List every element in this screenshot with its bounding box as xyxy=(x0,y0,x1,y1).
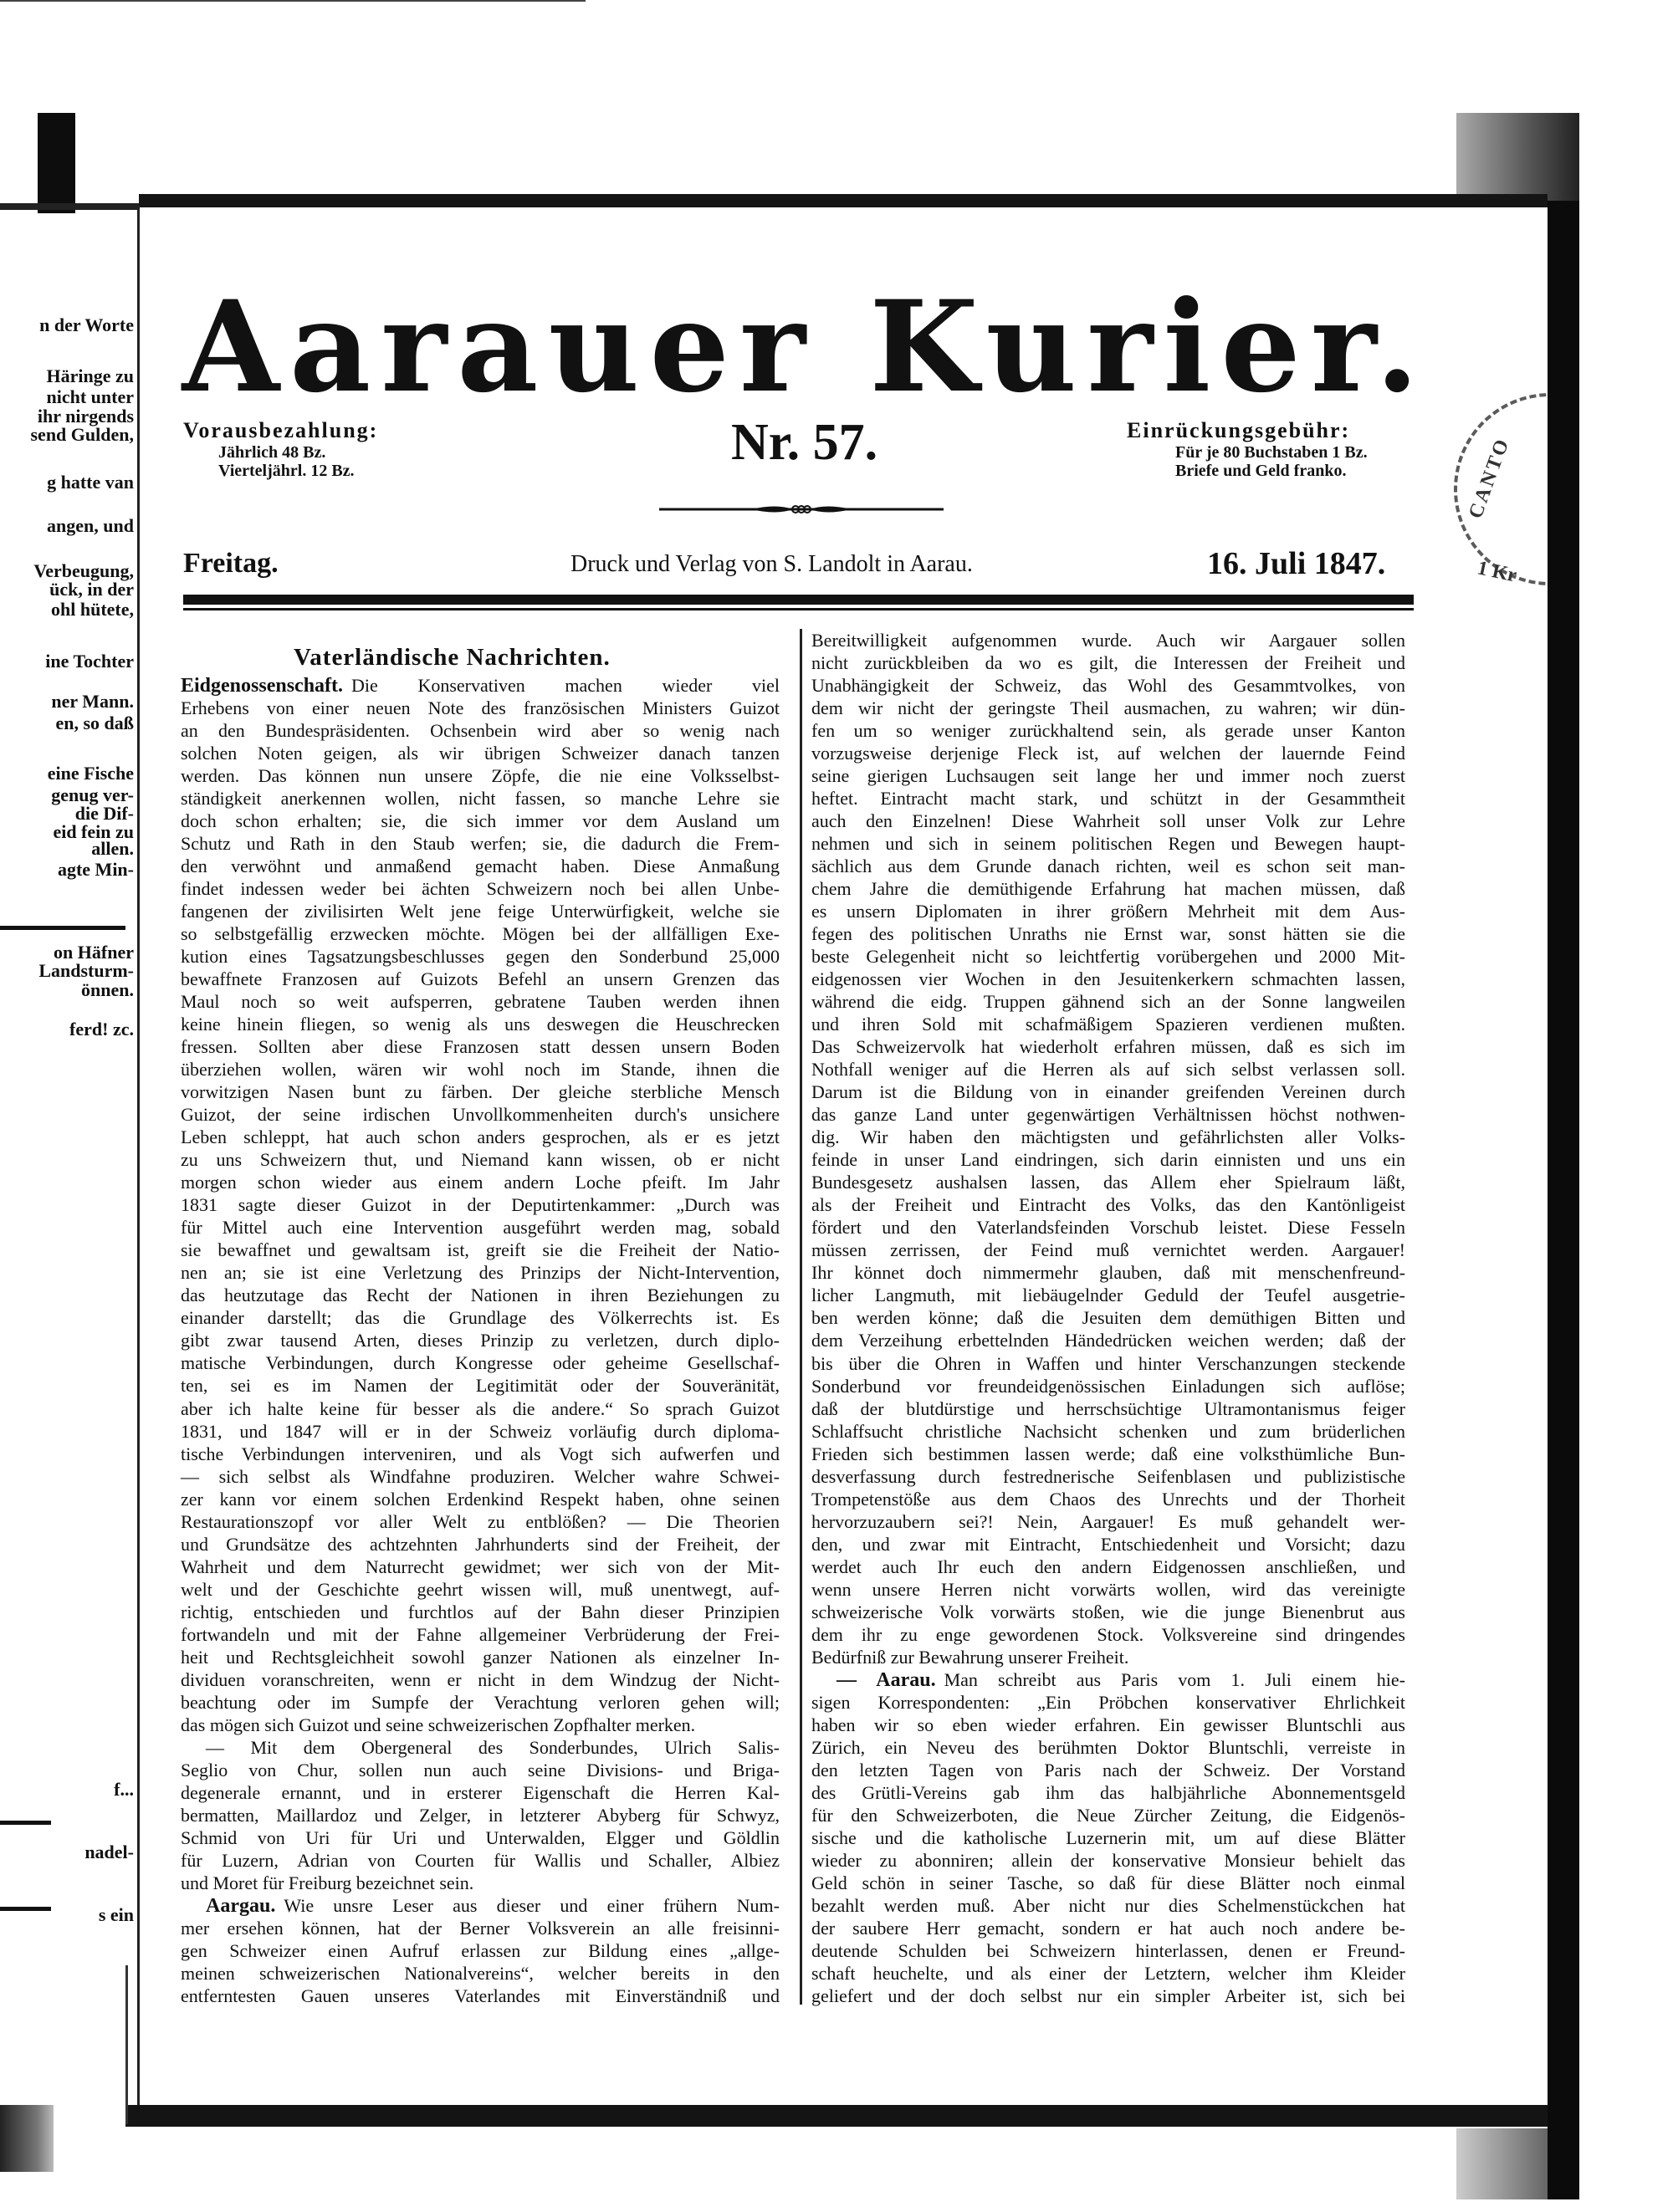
text-line: der saubere Herr gemacht, sondern er hat auch noch andere be- xyxy=(811,1917,1405,1939)
article-lead: Aargau. xyxy=(206,1894,276,1917)
fragment-line: Häringe zu xyxy=(46,365,134,386)
text-line: heftet. Eintracht macht stark, und schützt in der Gesammtheit xyxy=(811,788,1405,810)
fragment-line: on Häfner xyxy=(54,942,134,963)
text-line: werdet auch Ihr euch den andern Eidgenossen anschließen, und xyxy=(811,1556,1405,1577)
text-line: während die eidg. Truppen gähnend sich an der Sonne langweilen xyxy=(811,991,1405,1013)
fragment-rule xyxy=(0,1907,51,1911)
text-line: müssen zerrissen, der Feind muß vernichtet werden. Aargauer! xyxy=(811,1239,1405,1261)
text-line: Frieden sich bestimmen lassen werde; daß eine volksthümliche Bun- xyxy=(811,1443,1405,1464)
text-line: kution eines Tagsatzungsbeschlusses gegen den Sonderbund 25,000 xyxy=(181,946,780,968)
text-line: nehmen und sich in seinem politischen Regen und Bewegen haupt- xyxy=(811,833,1405,855)
fragment-line: genug ver- xyxy=(51,784,134,805)
text-line xyxy=(181,1894,780,1917)
text-line: ten, sei es im Namen der Legitimität oder der Souveränität, xyxy=(181,1375,780,1397)
text-line: vorzugsweise derjenige Fleck ist, auf welchen der lauernde Feind xyxy=(811,743,1405,764)
insertion-fee-line: Für je 80 Buchstaben 1 Bz. xyxy=(1175,443,1368,462)
text-line: licher Langmuth, mit liebäugelnder Geduld der Teufel ausgetrie- xyxy=(811,1285,1405,1306)
text-line: 1831 sagte dieser Guizot in der Deputirtenkammer: „Durch was xyxy=(181,1194,780,1216)
text-line: Maul noch so weit aufsperren, gebratene Tauben werden ihnen xyxy=(181,991,780,1013)
text-line: überziehen wollen, wären wir wohl noch im Stande, ihnen die xyxy=(181,1059,780,1080)
fragment-line: die Dif- xyxy=(74,803,134,824)
text-line: matische Verbindungen, durch Kongresse oder geheime Gesellschaf- xyxy=(181,1352,780,1374)
text-line: Bedürfniß zur Bewahrung unserer Freiheit. xyxy=(811,1646,1129,1668)
text-line: fen um so weniger zurückhaltend sein, als gerade unser Kanton xyxy=(811,720,1405,742)
text-line: gibt zwar tausend Arten, dieses Prinzip zu verletzen, durch diplo- xyxy=(181,1330,780,1351)
text-line: den letzten Tagen von Paris nach der Schweiz. Der Vorstand xyxy=(811,1759,1405,1780)
masthead-rule xyxy=(183,595,1414,605)
text-line: nicht zurückbleiben da wo es gilt, die Interessen der Freiheit und xyxy=(811,652,1405,674)
text-line: wenn unsere Herren nicht vorwärts wollen, wird das vereinigte xyxy=(811,1578,1405,1600)
subscription-heading: Vorausbezahlung: xyxy=(183,418,379,442)
text-line: sie bewaffnet und gewaltsam ist, greift sie die Freiheit der Natio- xyxy=(181,1239,780,1261)
section-heading: Vaterländische Nachrichten. xyxy=(294,644,611,671)
fragment-line: ihr nirgends xyxy=(37,406,134,427)
text-line: zu uns Schweizern thut, und Niemand kann wissen, ob er nicht xyxy=(181,1149,780,1171)
article-lead: — Aarau. xyxy=(836,1668,936,1691)
text-line: bezahlt werden muß. Aber nicht nur dies Schelmenstückchen hat xyxy=(811,1894,1405,1916)
page-edge-left xyxy=(125,1965,128,2124)
text-line: vorwitzigen Nasen bunt zu färben. Der gleiche sterbliche Mensch xyxy=(181,1081,780,1103)
scan-shadow xyxy=(1456,2128,1548,2199)
text-line: Schutz und Rath in den Staub werfen; sie, die dadurch die Frem- xyxy=(181,833,780,855)
text-line: auch den Einzelnen! Diese Wahrheit soll unser Volk zur Lehre xyxy=(811,810,1405,832)
postage-stamp xyxy=(1422,376,1548,610)
insertion-fee-heading: Einrückungsgebühr: xyxy=(1127,418,1351,442)
text-line: fegen des politischen Unraths nie Ernst war, sonst hätten sie die xyxy=(811,923,1405,945)
fragment-line: send Gulden, xyxy=(30,424,134,445)
fragment-line: Verbeugung, xyxy=(33,560,134,581)
text-line: den verwöhnt und anmaßend gemacht haben. Diese Anmaßung xyxy=(181,856,780,877)
issue-date: 16. Juli 1847. xyxy=(1207,546,1386,581)
page-edge-band xyxy=(1548,201,1579,2199)
fragment-line: g hatte van xyxy=(47,472,134,493)
text-line: hervorzuzaubern sei?! Nein, Aargauer! Es muß gehandelt wer- xyxy=(811,1510,1405,1532)
fragment-line: ner Mann. xyxy=(51,691,134,712)
newspaper-title: Aarauer Kurier. xyxy=(182,273,1430,421)
ornament-divider xyxy=(659,503,944,515)
text-line: Schmid von Uri für Uri und Unterwalden, Elgger und Göldlin xyxy=(181,1826,780,1848)
text-line: fördert und den Vaterlandsfeinden Vorschub leistet. Diese Fesseln xyxy=(811,1217,1405,1239)
text-line xyxy=(811,1668,1405,1691)
stamp-text: CANTO xyxy=(1465,434,1515,522)
text-line: so selbstgefällig erzwecken möchte. Mögen bei der allfälligen Exe- xyxy=(181,923,780,945)
text-line: seine gierigen Luchsaugen seit lange her und immer noch zuerst xyxy=(811,765,1405,787)
text-line: dem ihr zu enge gewordenen Stock. Volksvereine sind dringendes xyxy=(811,1623,1405,1645)
scan-edge xyxy=(0,0,586,2)
text-line: sische und die katholische Luzernerin mit, um auf diese Blätter xyxy=(811,1826,1405,1848)
fragment-line: n der Worte xyxy=(39,314,134,335)
fragment-line: ohl hütete, xyxy=(51,599,134,620)
text-line: Erhebens von einer neuen Note des französischen Ministers Guizot xyxy=(181,697,780,719)
text-line: Ihr könnet doch nimmermehr glauben, daß mit menschenfreund- xyxy=(811,1262,1405,1284)
text-line: nen an; sie ist eine Verletzung des Prinzips der Nicht-Intervention, xyxy=(181,1262,780,1284)
text-line: deutende Schulden bei Schweizern hinterlassen, denen er Freund- xyxy=(811,1939,1405,1961)
text-line: für Luzern, Adrian von Courten für Wallis und Schaller, Albiez xyxy=(181,1849,780,1871)
text-line: Bundesgesetz aushalsen lassen, das Allem eher Spielraum läßt, xyxy=(811,1172,1405,1193)
subscription-line: Vierteljährl. 12 Bz. xyxy=(218,462,355,480)
text-line: dem Verzeihung erbettelnden Händedrücken weichen werden; daß der xyxy=(811,1330,1405,1351)
binding-shadow xyxy=(0,2105,54,2172)
text-line: schweizerische Volk vorwärts stoßen, wie die junge Bienenbrut aus xyxy=(811,1601,1405,1622)
text-line: dem wir nicht der geringste Theil ausmachen, zu wahren; wir dün- xyxy=(811,697,1405,719)
article-column-right xyxy=(811,629,1405,2007)
text-line: den, und zwar mit Eintracht, Entschiedenheit und Vorsicht; dazu xyxy=(811,1533,1405,1555)
text-line: eidgenossen vier Wochen in den Jesuitenkerkern schmachten lassen, xyxy=(811,968,1405,990)
text-line: beachtung oder im Sumpfe der Verachtung verloren gehen will; xyxy=(181,1691,780,1713)
scan-shadow xyxy=(1456,113,1579,201)
fragment-rule xyxy=(0,926,125,930)
text-line: des Grütli-Vereins gab ihm das halbjährliche Abonnementsgeld xyxy=(811,1781,1405,1803)
text-line: Das Schweizervolk hat wiederholt erfahren müssen, daß es sich im xyxy=(811,1036,1405,1058)
insertion-fee-info xyxy=(1127,418,1368,480)
fragment-line: s ein xyxy=(98,1904,134,1925)
text-line: Geld schön in seiner Tasche, so daß für diese Blätter noch einmal xyxy=(811,1872,1405,1893)
text-line: mer ersehen können, hat der Berner Volksverein an alle freisinni- xyxy=(181,1917,780,1939)
text-line: an den Bundespräsidenten. Ochsenbein wird aber so wenig nach xyxy=(181,720,780,742)
text-line: desverfassung durch festrednerische Seifenblasen und publizistische xyxy=(811,1465,1405,1487)
text-line: Wahrheit und dem Naturrecht gewidmet; wer sich von der Mit- xyxy=(181,1556,780,1577)
prev-page-edge-top xyxy=(0,203,139,210)
text-line: Nothfall weniger auf die Herren als auf sich selbst verlassen soll. xyxy=(811,1059,1405,1080)
fragment-line: angen, und xyxy=(47,515,134,536)
text-line: schaft heuchelte, und als einer der Letztern, welcher ihm Kleider xyxy=(811,1962,1405,1984)
text-line: gen Schweizer einen Aufruf erlassen zur Bildung eines „allge- xyxy=(181,1939,780,1961)
text-line: heit und Rechtsgleichheit sowohl ganzer Nationen als einzelner In- xyxy=(181,1646,780,1668)
text-line: fortwandeln und mit der Fahne allgemeiner Verbrüderung der Frei- xyxy=(181,1623,780,1645)
text-line: und Grundsätze des achtzehnten Jahrhunderts sind der Freiheit, der xyxy=(181,1533,780,1555)
text-line: ben werden könne; daß die Jesuiten dem demüthigen Bitten und xyxy=(811,1307,1405,1329)
text-line: sächlich aus dem Grunde danach richten, weil es schon seit man- xyxy=(811,856,1405,877)
fragment-line: f... xyxy=(114,1779,134,1800)
text-line: meinen schweizerischen Nationalvereins“, welcher bereits in den xyxy=(181,1962,780,1984)
text-line: degenerale ernannt, und in ersterer Eigenschaft die Herren Kal- xyxy=(181,1781,780,1803)
binding-shadow xyxy=(38,113,75,213)
text-line: das ganze Land unter gegenwärtigen Verhältnissen höchst nothwen- xyxy=(811,1104,1405,1126)
text-line: entferntesten Gauen unseres Vaterlandes mit Einverständniß und xyxy=(181,1985,780,2006)
line-text: Man schreibt aus Paris vom 1. Juli einem hie- xyxy=(944,1668,1405,1690)
weekday: Freitag. xyxy=(183,548,279,579)
text-line: morgen schon wieder aus einem andern Loche pfeift. Im Jahr xyxy=(181,1172,780,1193)
text-line: und Moret für Freiburg bezeichnet sein. xyxy=(181,1872,474,1893)
text-line: dividuen voranschreiten, wenn er nicht in dem Windzug der Nicht- xyxy=(181,1668,780,1690)
fragment-line: eid fein zu xyxy=(53,821,134,842)
fragment-line: nadel- xyxy=(84,1842,134,1862)
text-line: aber ich halte keine für besser als die andere.“ So sprach Guizot xyxy=(181,1397,780,1419)
column-divider xyxy=(800,629,802,2005)
text-line: Unabhängigkeit der Schweiz, das Wohl des Gesammtvolkes, von xyxy=(811,675,1405,697)
article-column-left xyxy=(181,674,780,2007)
text-line: ständigkeit anerkennen wollen, nicht fassen, so manche Lehre sie xyxy=(181,788,780,810)
text-line: chem Jahre die demüthigende Erfahrung hat machen müssen, daß xyxy=(811,878,1405,900)
text-line: für den Schweizerboten, die Neue Zürcher Zeitung, die Eidgenös- xyxy=(811,1804,1405,1826)
text-line: 1831, und 1847 will er in der Schweiz vorläufig durch diploma- xyxy=(181,1420,780,1442)
text-line: doch schon erhalten; sie, die sich immer vor dem Ausland um xyxy=(181,810,780,832)
subscription-line: Jährlich 48 Bz. xyxy=(218,443,326,462)
text-line: geliefert und der doch selbst nur ein simpler Arbeiter ist, sich bei xyxy=(811,1985,1405,2006)
fragment-line: Landsturm- xyxy=(38,960,134,981)
text-line: zer kann vor einem solchen Erdenkind Respekt haben, ohne seinen xyxy=(181,1488,780,1510)
imprint: Druck und Verlag von S. Landolt in Aarau. xyxy=(570,551,973,577)
page-edge-top xyxy=(139,194,1548,207)
fragment-line: ferd! zc. xyxy=(69,1019,134,1040)
text-line: sigen Korrespondenten: „Ein Pröbchen konservativer Ehrlichkeit xyxy=(811,1691,1405,1713)
line-text: Wie unsre Leser aus dieser und einer frühern Num- xyxy=(284,1894,780,1916)
text-line: das mögen sich Guizot und seine schweizerischen Zopfhalter merken. xyxy=(181,1714,696,1735)
text-line: bewaffnete Franzosen auf Guizots Befehl an unsern Grenzen das xyxy=(181,968,780,990)
page-binding-line xyxy=(137,205,140,2112)
text-line: Schlaffsucht christliche Nachsicht schenken und zum brüderlichen xyxy=(811,1420,1405,1442)
text-line: fangenen der zivilisirten Welt jene feige Unterwürfigkeit, welche sie xyxy=(181,901,780,922)
article-lead: Eidgenossenschaft. xyxy=(181,675,344,697)
stamp-ring xyxy=(1454,393,1548,585)
text-line: solchen Noten geigen, als wir übrigen Schweizer danach tanzen xyxy=(181,743,780,764)
text-line: welt und der Geschichte geehrt wissen will, muß unentwegt, auf- xyxy=(181,1578,780,1600)
text-line: bermatten, Maillardoz und Zelger, in letzterer Abyberg für Schwyz, xyxy=(181,1804,780,1826)
text-line: Guizot, der seine irdischen Unvollkommenheiten durch's unsichere xyxy=(181,1104,780,1126)
text-line: für Mittel auch eine Intervention ausgeführt werden mag, sobald xyxy=(181,1217,780,1239)
fragment-line: allen. xyxy=(91,838,134,859)
text-line: das heutzutage das Recht der Nationen in ihren Beziehungen zu xyxy=(181,1285,780,1306)
text-line: keine hinein fliegen, so wenig als uns deswegen die Heuschrecken xyxy=(181,1014,780,1035)
fragment-line: eine Fische xyxy=(47,763,134,784)
text-line: und ihren Sold mit schafmäßigem Spazieren verdienen mußten. xyxy=(811,1014,1405,1035)
text-line: Sonderbund vor freundeidgenössischen Einladungen sich auflöse; xyxy=(811,1375,1405,1397)
text-line: wieder zu abonniren; allein der konservative Monsieur behielt das xyxy=(811,1849,1405,1871)
fragment-line: ück, in der xyxy=(49,579,134,600)
fragment-line: önnen. xyxy=(81,979,134,1000)
insertion-fee-line: Briefe und Geld franko. xyxy=(1175,462,1347,480)
fragment-line: en, so daß xyxy=(55,713,134,733)
text-line: Bereitwilligkeit aufgenommen wurde. Auch wir Aargauer sollen xyxy=(811,630,1405,651)
fragment-rule xyxy=(0,1821,51,1825)
text-line: findet indessen weder bei ächten Schweizern noch bei allen Unbe- xyxy=(181,878,780,900)
fragment-line: ine Tochter xyxy=(45,651,134,672)
text-line: werden. Das können nun unsere Zöpfe, die nie eine Volksselbst- xyxy=(181,765,780,787)
text-line: — Mit dem Obergeneral des Sonderbundes, Ulrich Salis- xyxy=(206,1736,780,1758)
fragment-line: agte Min- xyxy=(57,859,134,880)
text-line: Restaurationszopf vor aller Welt zu entblößen? — Die Theorien xyxy=(181,1510,780,1532)
text-line xyxy=(181,674,780,697)
text-line: dig. Wir haben den mächtigsten und gefährlichsten aller Volks- xyxy=(811,1126,1405,1148)
subscription-info xyxy=(183,418,378,480)
issue-number: Nr. 57. xyxy=(731,414,878,471)
text-line: richtig, entschieden und furchtlos auf der Bahn dieser Prinzipien xyxy=(181,1601,780,1622)
fragment-line: nicht unter xyxy=(46,386,134,407)
page-edge-bottom xyxy=(125,2105,1548,2127)
text-line: fressen. Sollten aber diese Franzosen statt dessen unsern Boden xyxy=(181,1036,780,1058)
text-line: Zürich, ein Neveu des berühmten Doktor Bluntschli, verreiste in xyxy=(811,1736,1405,1758)
text-line: als der Freiheit und Eintracht des Volks, das den Kantönligeist xyxy=(811,1194,1405,1216)
text-line: beste Gelegenheit nicht so leichtfertig vorübergehen und 2000 Mit- xyxy=(811,946,1405,968)
text-line: Trompetenstöße aus dem Chaos des Unrechts und der Thorheit xyxy=(811,1488,1405,1510)
masthead-rule-thin xyxy=(183,608,1414,610)
text-line: Darum ist die Bildung von in einander greifenden Vereinen durch xyxy=(811,1081,1405,1103)
line-text: Die Konservativen machen wieder viel xyxy=(351,675,780,696)
text-line: tische Verbindungen interveniren, und als Vogt sich aufwerfen und xyxy=(181,1443,780,1464)
text-line: haben wir so eben wieder erfahren. Ein gewisser Bluntschli aus xyxy=(811,1714,1405,1735)
text-line: — sich selbst als Windfahne produziren. Welcher wahre Schwei- xyxy=(181,1465,780,1487)
text-line: Seglio von Chur, sollen nun auch seine Divisions- und Briga- xyxy=(181,1759,780,1780)
text-line: daß der blutdürstige und herrschsüchtige Ultramontanismus feiger xyxy=(811,1397,1405,1419)
text-line: feinde in unser Land eindringen, sich darin einnisten und uns ein xyxy=(811,1149,1405,1171)
text-line: bis über die Ohren in Waffen und hinter Verschanzungen steckende xyxy=(811,1352,1405,1374)
text-line: Leben schleppt, hat auch schon anders gesprochen, als er es jetzt xyxy=(181,1126,780,1148)
stamp-value: 1 Kr xyxy=(1475,557,1519,587)
text-line: es unsern Diplomaten in ihrer größern Mehrheit mit dem Aus- xyxy=(811,901,1405,922)
text-line: einander darstellt; das die Grundlage des Völkerrechts ist. Es xyxy=(181,1307,780,1329)
